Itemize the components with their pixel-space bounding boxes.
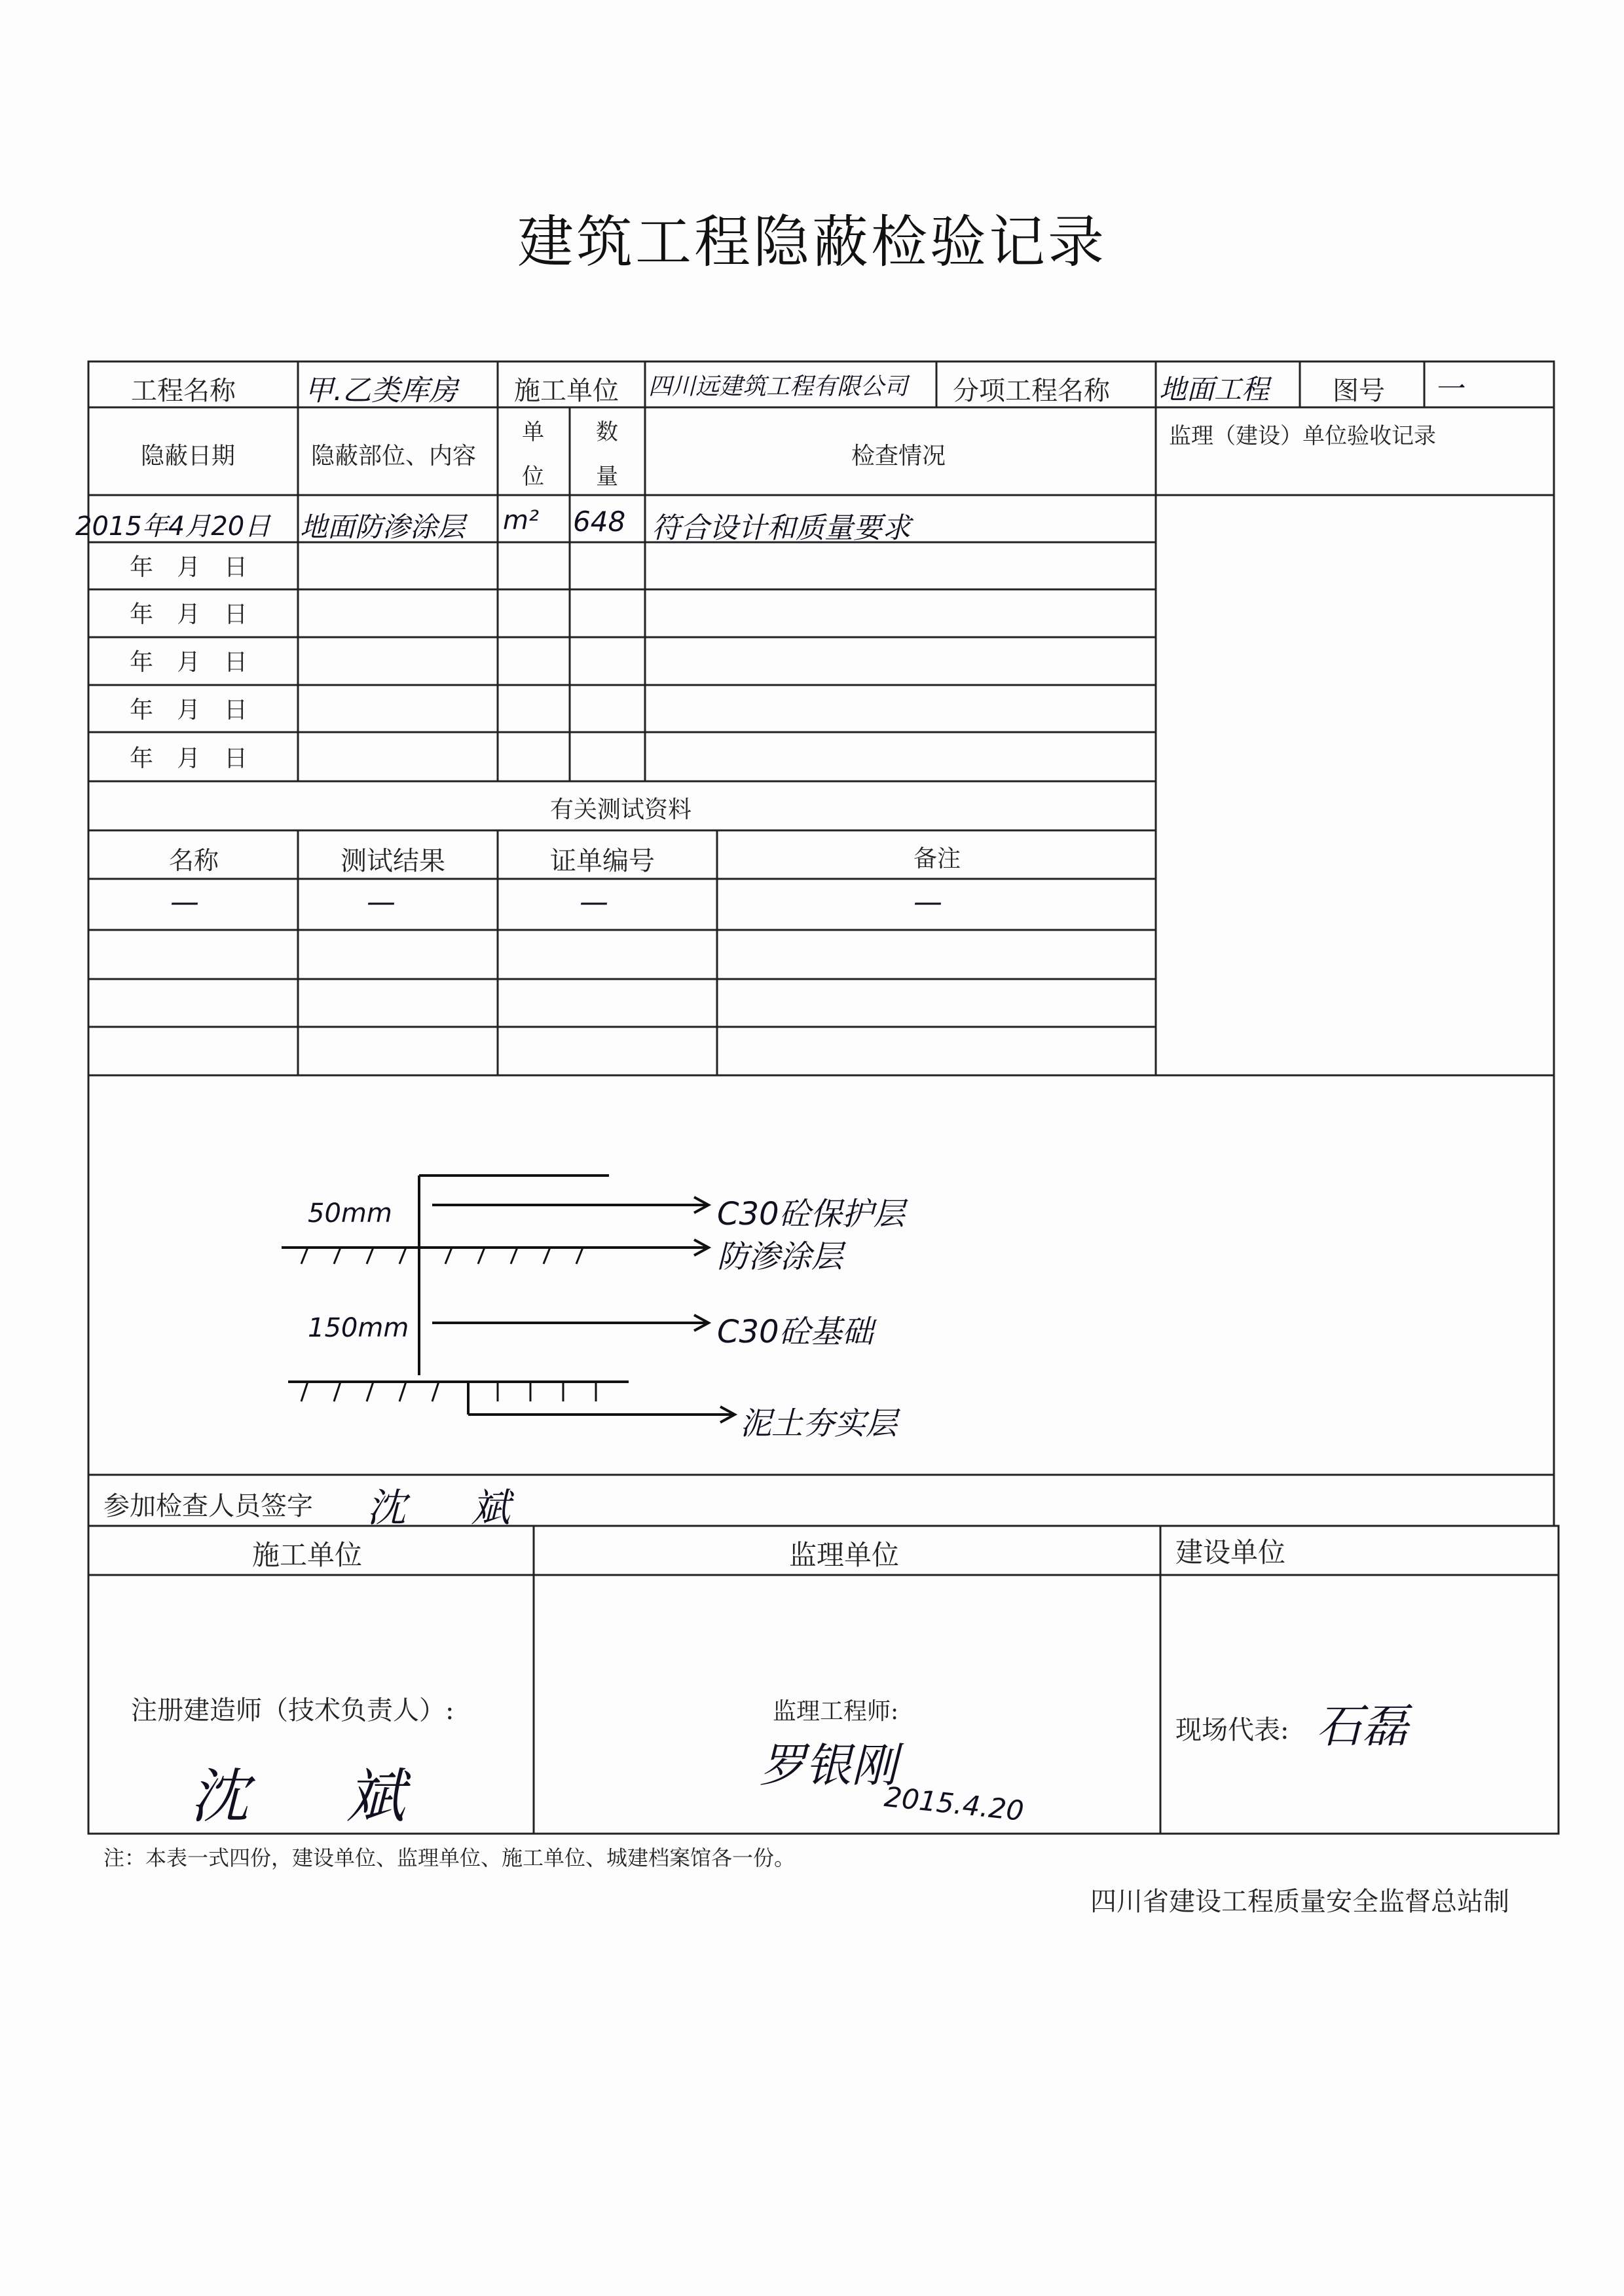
builder-label: 注册建造师（技术负责人）: bbox=[131, 1695, 454, 1726]
contractor-label: 施工单位 bbox=[514, 376, 619, 406]
subproject-value: 地面工程 bbox=[1159, 373, 1270, 405]
project-name-value: 甲.乙类库房 bbox=[304, 374, 458, 407]
col-inspection: 检查情况 bbox=[851, 443, 946, 470]
col-qty-2: 量 bbox=[596, 464, 618, 490]
row-1-inspection: 符合设计和质量要求 bbox=[652, 511, 911, 545]
row-2-date: 年 月 日 bbox=[130, 554, 248, 581]
col-location: 隐蔽部位、内容 bbox=[311, 443, 477, 470]
footer-note: 注：本表一式四份，建设单位、监理单位、施工单位、城建档案馆各一份。 bbox=[103, 1845, 796, 1870]
row-6-date: 年 月 日 bbox=[130, 745, 248, 772]
page-title: 建筑工程隐蔽检验记录 bbox=[517, 210, 1107, 275]
drawing-no-value: 一 bbox=[1434, 373, 1463, 406]
row-1-location: 地面防渗涂层 bbox=[300, 511, 466, 543]
col-unit-1: 单 bbox=[522, 419, 544, 445]
row-5-date: 年 月 日 bbox=[130, 697, 248, 724]
contractor-value: 四川远建筑工程有限公司 bbox=[648, 373, 908, 400]
tests-header-result: 测试结果 bbox=[341, 846, 445, 876]
sketch-dim-mid: 150mm bbox=[308, 1313, 409, 1343]
owner-rep-signature: 石磊 bbox=[1316, 1699, 1408, 1753]
col-qty-1: 数 bbox=[596, 419, 618, 445]
sketch-layer-2: 防渗涂层 bbox=[717, 1238, 843, 1275]
col-supervision-record: 监理（建设）单位验收记录 bbox=[1169, 423, 1436, 449]
signoff-owner-label: 建设单位 bbox=[1175, 1536, 1286, 1568]
builder-signature: 沈 斌 bbox=[190, 1762, 445, 1831]
signoff-contractor-label: 施工单位 bbox=[252, 1539, 363, 1571]
tests-header-remarks: 备注 bbox=[913, 845, 961, 872]
signoff-supervisor-label: 监理单位 bbox=[789, 1539, 900, 1571]
inspectors-label: 参加检查人员签字 bbox=[103, 1491, 313, 1521]
subproject-label: 分项工程名称 bbox=[953, 376, 1110, 406]
col-unit-2: 位 bbox=[522, 464, 544, 490]
engineer-date: 2015.4.20 bbox=[883, 1780, 1025, 1828]
owner-rep-label: 现场代表: bbox=[1175, 1715, 1289, 1745]
tests-row-1-name: — bbox=[170, 885, 199, 919]
engineer-label: 监理工程师: bbox=[773, 1698, 899, 1725]
footer-issuer: 四川省建设工程质量安全监督总站制 bbox=[1090, 1887, 1509, 1917]
col-date: 隐蔽日期 bbox=[141, 443, 236, 470]
sketch-layer-3: C30砼基础 bbox=[717, 1314, 874, 1350]
tests-row-1-remarks: — bbox=[913, 885, 942, 919]
sketch-layer-1: C30砼保护层 bbox=[717, 1196, 905, 1232]
project-name-label: 工程名称 bbox=[131, 376, 236, 406]
upper-table-frame bbox=[88, 361, 1554, 1075]
row-3-date: 年 月 日 bbox=[130, 601, 248, 628]
tests-header-cert-no: 证单编号 bbox=[550, 846, 655, 876]
row-1-qty: 648 bbox=[573, 506, 626, 538]
sketch-layer-4: 泥土夯实层 bbox=[740, 1405, 898, 1442]
row-1-unit: m² bbox=[503, 506, 539, 536]
row-4-date: 年 月 日 bbox=[130, 649, 248, 676]
inspectors-signature: 沈 斌 bbox=[367, 1485, 537, 1531]
sketch-dim-top: 50mm bbox=[308, 1198, 392, 1229]
tests-section-label: 有关测试资料 bbox=[550, 796, 692, 823]
tests-header-name: 名称 bbox=[169, 846, 219, 875]
drawing-no-label: 图号 bbox=[1333, 376, 1385, 406]
tests-row-1-cert-no: — bbox=[580, 885, 608, 919]
row-1-date: 2015年4月20日 bbox=[75, 511, 271, 542]
tests-row-1-result: — bbox=[367, 885, 396, 919]
engineer-signature: 罗银刚 bbox=[760, 1739, 897, 1792]
